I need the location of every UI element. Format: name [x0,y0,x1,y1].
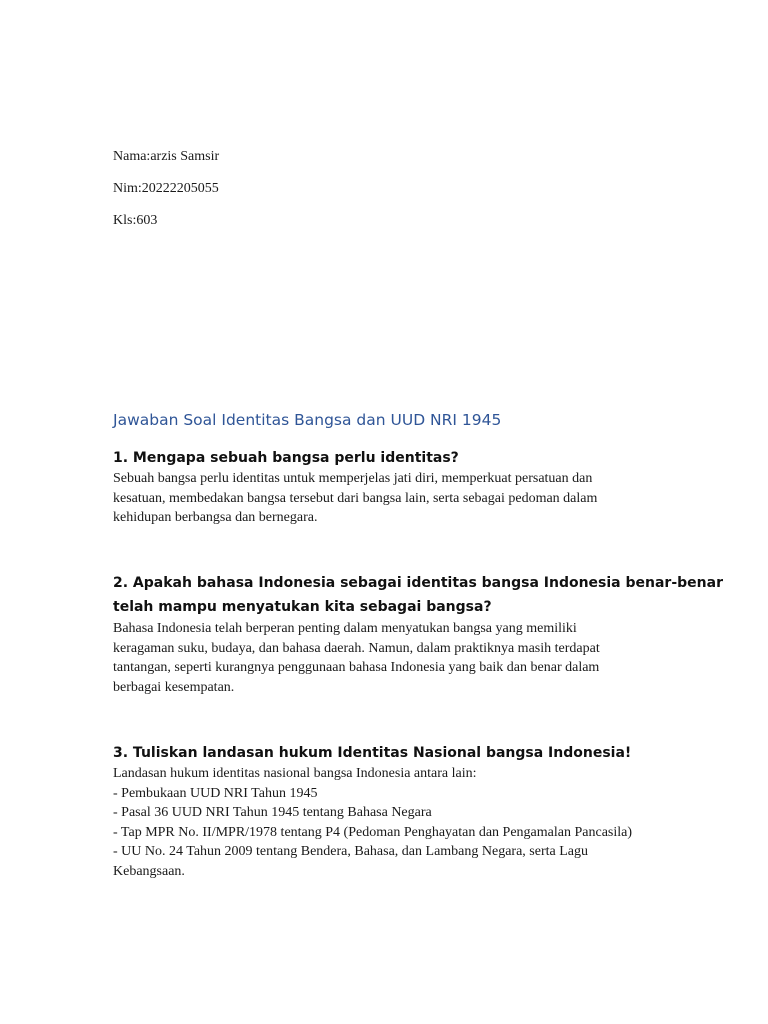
answer-3-line-5: - UU No. 24 Tahun 2009 tentang Bendera, Bahasa, dan Lambang Negara, serta Lagu [113,844,588,859]
question-2-line-2: telah mampu menyatukan kita sebagai bangsa? [113,599,492,615]
answer-3-line-3: - Pasal 36 UUD NRI Tahun 1945 tentang Bahasa Negara [113,805,432,820]
answer-2-line-1: Bahasa Indonesia telah berperan penting dalam menyatukan bangsa yang memiliki [113,621,577,636]
question-1 [113,446,673,470]
document-title: Jawaban Soal Identitas Bangsa dan UUD NRI 1945 [113,411,502,429]
student-nim: Nim:20222205055 [113,181,219,196]
question-1-line-1: 1. Mengapa sebuah bangsa perlu identitas? [113,450,459,466]
answer-1-line-1: Sebuah bangsa perlu identitas untuk memperjelas jati diri, memperkuat persatuan dan [113,471,593,486]
student-name: Nama:arzis Samsir [113,149,220,164]
answer-2 [113,619,658,697]
answer-3-line-1: Landasan hukum identitas nasional bangsa Indonesia antara lain: [113,766,477,781]
question-2 [113,571,723,619]
answer-2-line-4: berbagai kesempatan. [113,679,235,695]
answer-3-line-2: - Pembukaan UUD NRI Tahun 1945 [113,785,318,801]
answer-3-line-4: - Tap MPR No. II/MPR/1978 tentang P4 (Pedoman Penghayatan dan Pengamalan Pancasila) [113,824,633,840]
answer-1 [113,469,658,528]
question-2-line-1: 2. Apakah bahasa Indonesia sebagai identitas bangsa Indonesia benar-benar [113,575,723,591]
answer-3 [113,764,658,881]
answer-3-line-6: Kebangsaan. [113,863,185,879]
answer-2-line-3: tantangan, seperti kurangnya penggunaan bahasa Indonesia yang baik dan benar dalam [113,660,600,675]
answer-1-line-2: kesatuan, membedakan bangsa tersebut dari bangsa lain, serta sebagai pedoman dalam [113,490,598,506]
student-class: Kls:603 [113,213,158,228]
answer-1-line-3: kehidupan berbangsa dan bernegara. [113,510,318,525]
question-3-line-1: 3. Tuliskan landasan hukum Identitas Nasional bangsa Indonesia! [113,745,632,761]
question-3 [113,741,673,765]
answer-2-line-2: keragaman suku, budaya, dan bahasa daerah. Namun, dalam praktiknya masih terdapat [113,640,600,656]
